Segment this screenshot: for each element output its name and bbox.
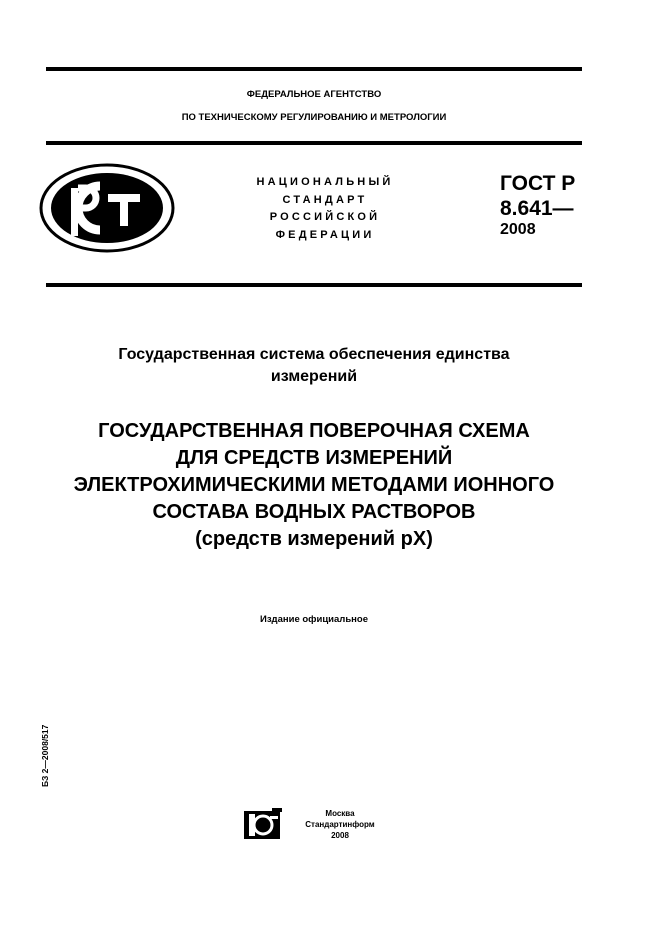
national-standard-label	[230, 174, 420, 244]
publisher-city: Москва	[325, 809, 355, 818]
national-line: ФЕДЕРАЦИИ	[275, 228, 375, 241]
title-line: ДЛЯ СРЕДСТВ ИЗМЕРЕНИЙ	[175, 447, 453, 469]
publisher-name: Стандартинформ	[305, 820, 375, 829]
top-rule	[46, 67, 582, 71]
logo-text: РСТ	[38, 162, 40, 163]
agency-line-2: ПО ТЕХНИЧЕСКОМУ РЕГУЛИРОВАНИЮ И МЕТРОЛОГИИ	[181, 112, 447, 123]
side-code: БЗ 2—2008/517	[40, 724, 50, 787]
gost-designation	[500, 171, 575, 239]
document-title	[40, 418, 588, 553]
agency-line-1: ФЕДЕРАЛЬНОЕ АГЕНТСТВО	[246, 89, 382, 100]
publisher-info	[292, 808, 388, 841]
gost-line-1: ГОСТ Р	[500, 172, 576, 195]
system-title-line: измерений	[270, 368, 358, 385]
national-line: РОССИЙСКОЙ	[269, 211, 381, 223]
title-line: ГОСУДАРСТВЕННАЯ ПОВЕРОЧНАЯ СХЕМА	[98, 420, 530, 442]
system-title	[46, 344, 582, 388]
title-line: ЭЛЕКТРОХИМИЧЕСКИМИ МЕТОДАМИ ИОННОГО	[73, 474, 555, 496]
gost-line-2: 8.641—	[500, 197, 574, 220]
gost-line-3: 2008	[500, 221, 536, 238]
national-line: НАЦИОНАЛЬНЫЙ	[256, 176, 394, 188]
edition-label: Издание официальное	[260, 614, 368, 625]
standartinform-logo-icon	[244, 808, 286, 840]
rule-3	[46, 283, 582, 287]
rst-oval-logo-icon	[38, 162, 176, 254]
national-line: СТАНДАРТ	[282, 193, 368, 206]
rule-2	[46, 141, 582, 145]
title-line: (средств измерений рХ)	[195, 528, 433, 550]
title-line: СОСТАВА ВОДНЫХ РАСТВОРОВ	[152, 501, 476, 523]
system-title-line: Государственная система обеспечения единства	[118, 346, 510, 363]
publisher-year: 2008	[331, 831, 349, 840]
